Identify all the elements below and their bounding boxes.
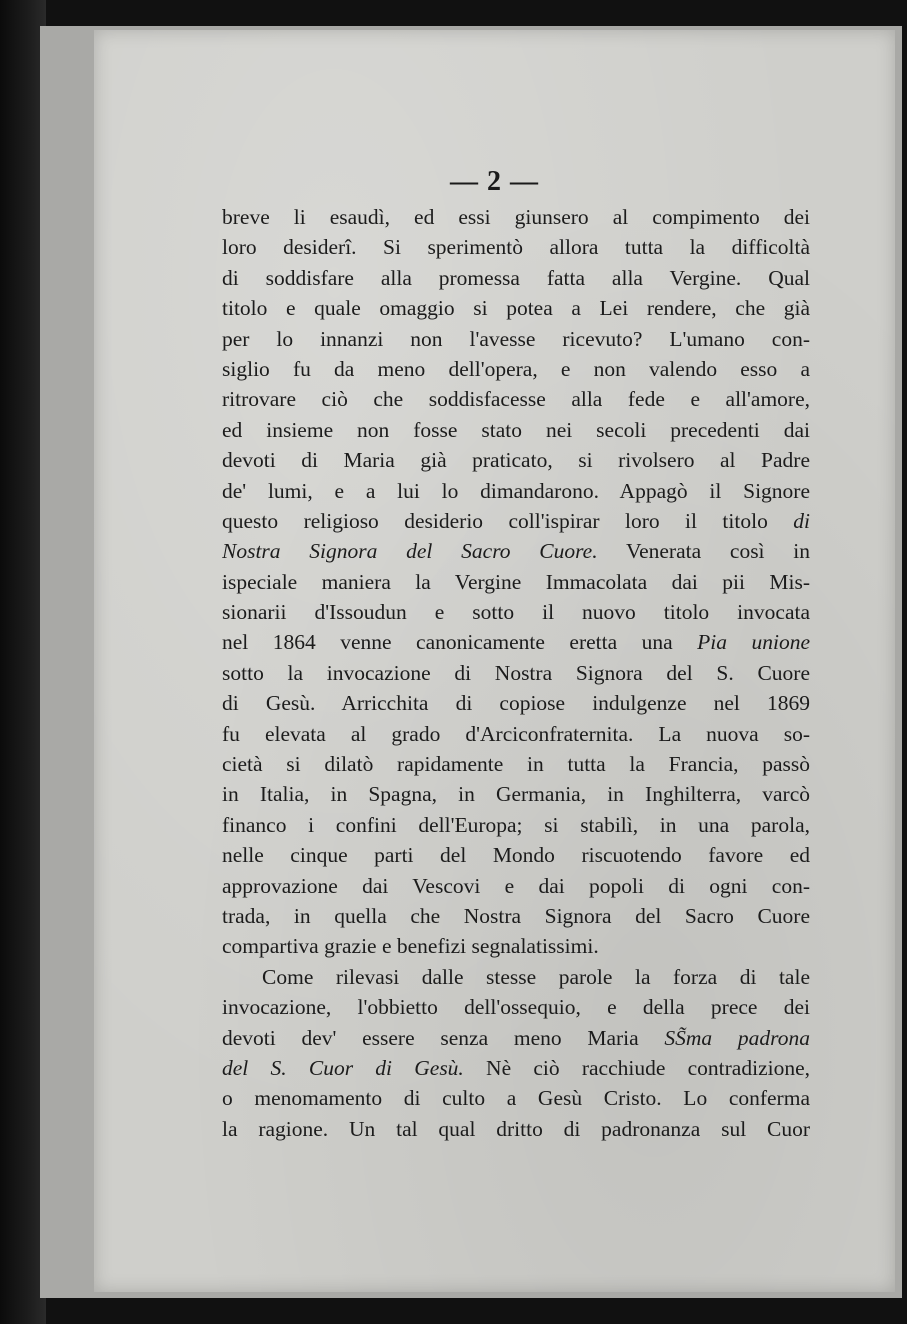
text-span: questo religioso desiderio coll'ispirar loro il titolo (222, 508, 794, 533)
text-line (222, 384, 810, 414)
text-span: loro desiderî. Si sperimentò allora tutta la difficoltà (222, 235, 810, 260)
text-line (222, 597, 810, 627)
text-line (222, 567, 810, 597)
text-line (222, 415, 810, 445)
text-span: approvazione dai Vescovi e dai popoli di ogni con- (222, 873, 810, 898)
italic-text: del S. Cuor di Gesù. (222, 1055, 464, 1080)
text-line (222, 840, 810, 870)
text-span: fu elevata al grado d'Arciconfraternita. La nuova so- (222, 721, 810, 746)
text-span: cietà si dilatò rapidamente in tutta la Francia, passò (222, 752, 810, 777)
text-line (222, 627, 810, 657)
text-line (222, 476, 810, 506)
text-line (222, 354, 810, 384)
italic-text: Nostra Signora del Sacro Cuore. (222, 539, 598, 564)
italic-text: di (793, 508, 810, 533)
text-line (222, 658, 810, 688)
text-line (222, 719, 810, 749)
text-span: di Gesù. Arricchita di copiose indulgenze nel 1869 (222, 691, 810, 716)
page-number: — 2 — (450, 166, 539, 197)
text-span: devoti di Maria già praticato, si rivolsero al Padre (222, 448, 810, 473)
text-span: ed insieme non fosse stato nei secoli precedenti dai (222, 417, 810, 442)
text-span: per lo innanzi non l'avesse ricevuto? L'umano con- (222, 326, 810, 351)
text-span: siglio fu da meno dell'opera, e non valendo esso a (222, 356, 810, 381)
text-span: trada, in quella che Nostra Signora del Sacro Cuore (222, 903, 810, 928)
italic-text: Pia unione (697, 630, 810, 655)
text-line (222, 202, 810, 232)
text-line (222, 688, 810, 718)
text-line (222, 1083, 810, 1113)
text-line (222, 324, 810, 354)
text-line (222, 931, 810, 961)
text-line (222, 506, 810, 536)
text-line (222, 749, 810, 779)
text-span: invocazione, l'obbietto dell'ossequio, e della prece dei (222, 995, 810, 1020)
text-span: financo i confini dell'Europa; si stabilì, in una parola, (222, 812, 810, 837)
text-line (222, 293, 810, 323)
text-span: o menomamento di culto a Gesù Cristo. Lo conferma (222, 1086, 810, 1111)
text-span: compartiva grazie e benefizi segnalatissimi. (222, 934, 599, 959)
text-span: ritrovare ciò che soddisfacesse alla fede e all'amore, (222, 387, 810, 412)
text-span: Venerata così in (597, 539, 810, 564)
text-line (222, 536, 810, 566)
text-span: ispeciale maniera la Vergine Immacolata dai pii Mis- (222, 569, 810, 594)
text-line (222, 1053, 810, 1083)
italic-text: SS̃ma padrona (664, 1025, 810, 1050)
text-line (222, 992, 810, 1022)
text-line (222, 232, 810, 262)
text-span: Nè ciò racchiude contradizione, (463, 1055, 810, 1080)
text-span: sionarii d'Issoudun e sotto il nuovo titolo invocata (222, 600, 810, 625)
text-span: devoti dev' essere senza meno Maria (222, 1025, 665, 1050)
text-line (222, 810, 810, 840)
text-span: nelle cinque parti del Mondo riscuotendo favore ed (222, 843, 810, 868)
body-text (222, 202, 810, 1144)
text-line (222, 1023, 810, 1053)
text-span: la ragione. Un tal qual dritto di padronanza sul Cuor (222, 1116, 810, 1141)
text-line (222, 1114, 810, 1144)
document-page (94, 30, 895, 1292)
text-line (222, 901, 810, 931)
text-span: titolo e quale omaggio si potea a Lei rendere, che già (222, 296, 810, 321)
text-span: nel 1864 venne canonicamente eretta una (222, 630, 698, 655)
text-line (222, 779, 810, 809)
text-span: de' lumi, e a lui lo dimandarono. Appagò il Signore (222, 478, 810, 503)
text-line (222, 263, 810, 293)
text-span: Come rilevasi dalle stesse parole la forza di tale (262, 964, 810, 989)
text-line (222, 962, 810, 992)
text-span: breve li esaudì, ed essi giunsero al compimento dei (222, 205, 810, 229)
text-line (222, 871, 810, 901)
text-span: in Italia, in Spagna, in Germania, in Inghilterra, varcò (222, 782, 810, 807)
text-line (222, 445, 810, 475)
text-span: sotto la invocazione di Nostra Signora del S. Cuore (222, 660, 810, 685)
text-span: di soddisfare alla promessa fatta alla Vergine. Qual (222, 265, 810, 290)
